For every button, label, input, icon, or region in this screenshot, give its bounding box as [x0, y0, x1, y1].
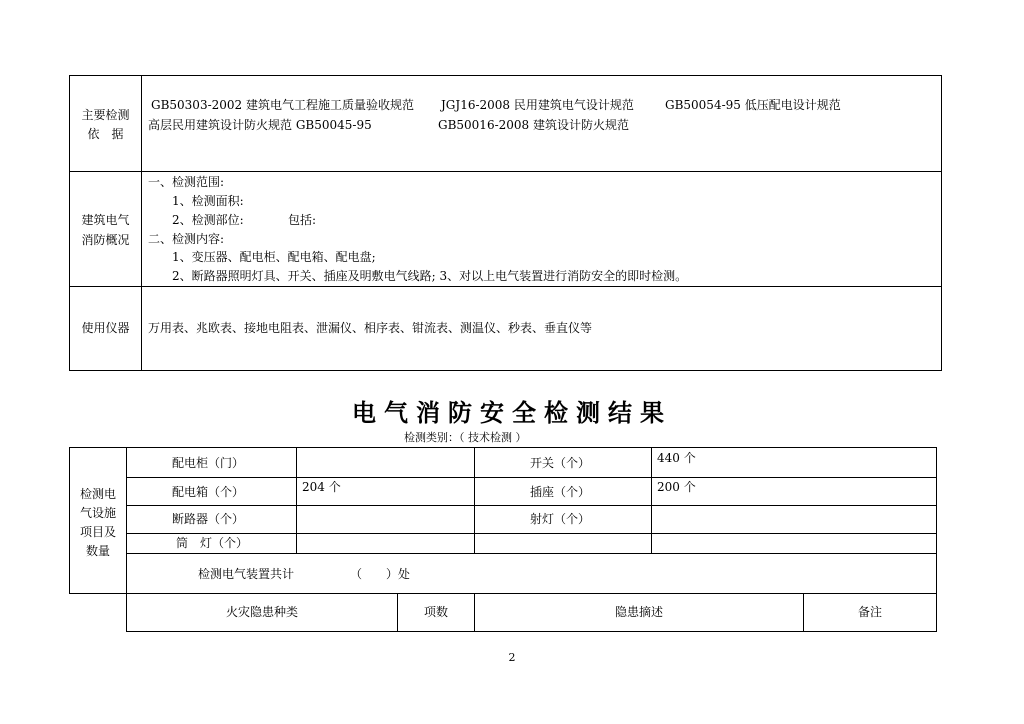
row2-left-label: 配电箱（个）	[172, 485, 245, 499]
total-label: 检测电气装置共计	[198, 567, 295, 581]
result-category: 检测类别：（ 技术检测 ）	[404, 431, 527, 444]
row2-right-value: 200 个	[657, 480, 696, 494]
overview-location: 2、检测部位:	[172, 213, 244, 227]
header-remarks: 备注	[857, 605, 882, 619]
instruments-value: 万用表、兆欧表、接地电阻表、泄漏仪、相序表、钳流表、测温仪、秒表、垂直仪等	[148, 321, 593, 335]
row3-left-label: 断路器（个）	[172, 512, 245, 526]
basis-standard-gb50016: GB50016-2008 建筑设计防火规范	[438, 118, 629, 132]
overview-label-line2: 消防概况	[81, 233, 130, 247]
side-label-line3: 项目及	[79, 525, 116, 539]
basis-label-line2: 依 据	[87, 127, 124, 141]
header-description: 隐患摘述	[614, 605, 663, 619]
row1-right-label: 开关（个）	[530, 456, 591, 470]
header-hazard-type: 火灾隐患种类	[225, 605, 298, 619]
side-label-line1: 检测电	[79, 487, 116, 501]
overview-content-heading: 二、检测内容:	[148, 232, 225, 246]
row3-right-label: 射灯（个）	[530, 512, 591, 526]
total-value: （ ）处	[350, 567, 411, 581]
basis-standard-jgj16: JGJ16-2008 民用建筑电气设计规范	[441, 98, 634, 112]
overview-scope-heading: 一、检测范围:	[148, 175, 225, 189]
basis-label-line1: 主要检测	[81, 108, 130, 122]
row2-right-label: 插座（个）	[530, 485, 591, 499]
basis-standard-gb50045: 高层民用建筑设计防火规范 GB50045-95	[148, 118, 372, 132]
result-title: 电气消防安全检测结果	[352, 399, 672, 427]
row4-left-label: 筒 灯（个）	[176, 536, 249, 550]
page-number: 2	[508, 651, 516, 664]
header-count: 项数	[423, 605, 448, 619]
overview-includes: 包括:	[288, 213, 317, 227]
basis-standard-gb50054: GB50054-95 低压配电设计规范	[665, 98, 841, 112]
row2-left-value: 204 个	[302, 480, 341, 494]
row1-right-value: 440 个	[657, 451, 696, 465]
side-label-line4: 数量	[85, 544, 110, 558]
overview-content-item1: 1、变压器、配电柜、配电箱、配电盘;	[172, 250, 376, 264]
instruments-label: 使用仪器	[81, 321, 130, 335]
side-label-line2: 气设施	[79, 506, 116, 520]
overview-label-line1: 建筑电气	[81, 213, 130, 227]
basis-standard-gb50303: GB50303-2002 建筑电气工程施工质量验收规范	[151, 98, 414, 112]
overview-content-item2: 2、断路器照明灯具、开关、插座及明敷电气线路; 3、对以上电气装置进行消防安全的即时检测。	[172, 269, 688, 283]
row1-left-label: 配电柜（门）	[172, 456, 245, 470]
overview-area: 1、检测面积:	[172, 194, 244, 208]
